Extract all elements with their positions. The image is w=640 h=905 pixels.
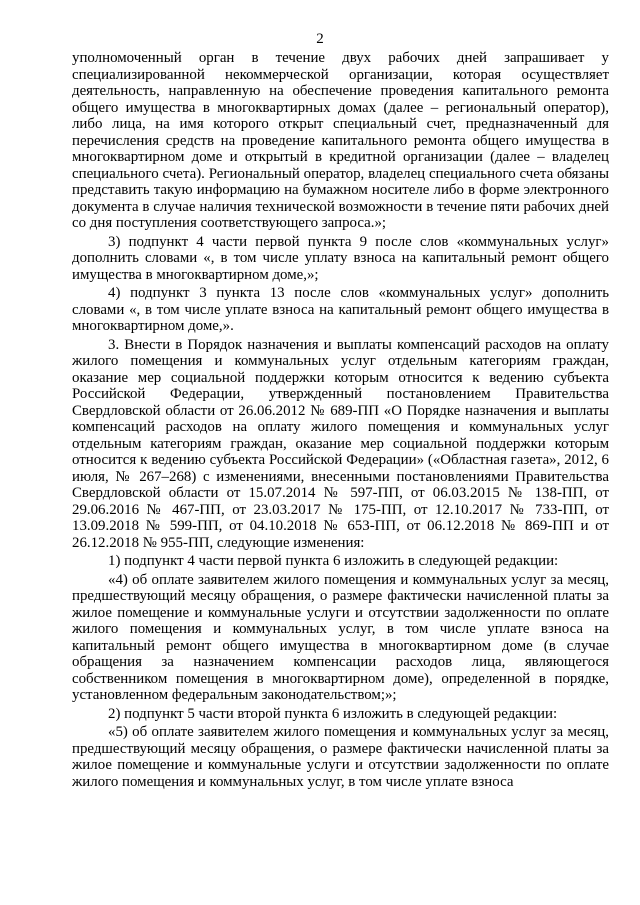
paragraph-quote-5: «5) об оплате заявителем жилого помещения и коммунальных услуг за месяц, предшествующий месяцу обращения, о размере фактически начисленной платы за жилое помещение и коммунальные услуги и отсутствии задолженности по оплате жилого помещения и коммунальных услуг, в том числе уплате взноса: [72, 724, 609, 790]
paragraph-subitem-2: 2) подпункт 5 части второй пункта 6 изложить в следующей редакции:: [108, 705, 558, 722]
paragraph-subitem-1: 1) подпункт 4 части первой пункта 6 изложить в следующей редакции:: [108, 553, 559, 569]
page-number: 2: [316, 31, 324, 47]
paragraph-section-3: 3. Внести в Порядок назначения и выплаты компенсаций расходов на оплату жилого помещения и коммунальных услуг отдельным категориям граждан, оказание мер социальной поддержки которым относится к ведению субъекта Российской Федерации, утвержденный постановлением Правительства Свердловской области от 26.06.2012 № 689-ПП «О Порядке назначения и выплаты компенсаций расходов на оплату жилого помещения и коммунальных услуг отдельным категориям граждан, оказание мер социальной поддержки которым относится к ведению субъекта Российской Федерации» («Областная газета», 2012, 6 июля, № 267–268) с изменениями, внесенными постановлениями Правительства Свердловской области от 15.07.2014 № 597-ПП, от 06.03.2015 № 138-ПП, от 29.06.2016 № 467-ПП, от 23.03.2017 № 175-ПП, от 12.10.2017 № 733-ПП, от 13.09.2018 № 599-ПП, от 04.10.2018 № 653-ПП, от 06.12.2018 № 869-ПП и от 26.12.2018 № 955-ПП, следующие изменения:: [72, 336, 609, 551]
document-body: [72, 50, 609, 790]
paragraph-quote-4: «4) об оплате заявителем жилого помещения и коммунальных услуг за месяц, предшествующий месяцу обращения, о размере фактически начисленной платы за жилое помещение и коммунальные услуги и отсутствии задолженности по оплате жилого помещения и коммунальных услуг, в том числе уплате взноса на капитальный ремонт общего имущества в многоквартирном доме (в случае обращения за назначением компенсации расходов лица, являющегося собственником помещения в многоквартирном доме), определенной в порядке, установленном федеральным законодательством;»;: [72, 571, 609, 703]
paragraph-item-4: 4) подпункт 3 пункта 13 после слов «коммунальных услуг» дополнить словами «, в том числе уплате взноса на капитальный ремонт общего имущества в многоквартирном доме,».: [72, 285, 609, 334]
paragraph-continuation: уполномоченный орган в течение двух рабочих дней запрашивает у специализированной некоммерческой организации, которая осуществляет деятельность, направленную на обеспечение проведения капитального ремонта общего имущества в многоквартирных домах (далее – региональный оператор), либо лица, на имя которого открыт специальный счет, предназначенный для перечисления средств на проведение капитального ремонта общего имущества в многоквартирном доме и открытый в кредитной организации (далее – владелец специального счета). Региональный оператор, владелец специального счета обязаны представить такую информацию на бумажном носителе либо в форме электронного документа в случае наличия технической возможности в течение пяти рабочих дней со дня поступления соответствующего запроса.»;: [72, 50, 609, 231]
paragraph-item-3: 3) подпункт 4 части первой пункта 9 после слов «коммунальных услуг» дополнить словами «, в том числе уплату взноса на капитальный ремонт общего имущества в многоквартирном доме,»;: [72, 233, 609, 283]
